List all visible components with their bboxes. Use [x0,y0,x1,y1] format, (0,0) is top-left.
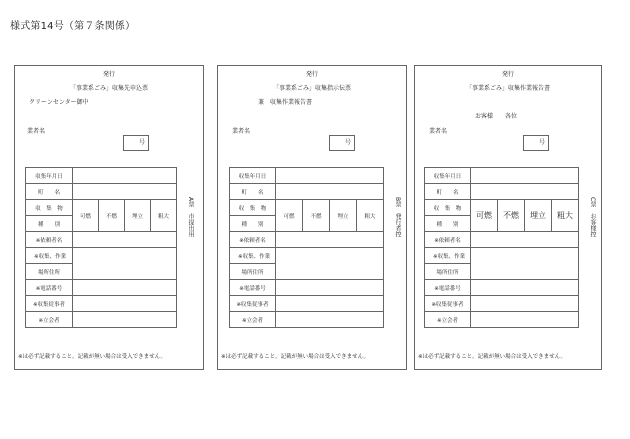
slip-sub-heading: 兼 収集作業報告書 [258,99,313,106]
slip-sub-heading: お客様 各位 [475,113,518,120]
witness-label: ※立会者 [425,312,471,328]
vendor-name-label: 業者名 [429,128,448,135]
number-suffix: 号 [344,139,351,146]
item-type-label: 収 集 物 [425,200,471,216]
collection-form [25,167,177,328]
town-field[interactable] [276,184,384,200]
required-note: ※は必ず記載すること。記載が無い場合は受入できません。 [418,354,566,360]
worker-label: ※収集従事者 [425,296,471,312]
requester-label: ※依頼者名 [230,232,276,248]
required-note: ※は必ず記載すること。記載が無い場合は受入できません。 [18,354,166,360]
category-landfill[interactable]: 埋立 [125,200,151,232]
date-label: 収集年月日 [26,168,73,184]
category-bulky[interactable]: 粗大 [357,200,384,232]
work-place-label: ※収集、作業 [26,248,73,264]
item-type-label: 収 集 物 [230,200,276,216]
side-label: B票 発行者控 [394,197,401,238]
slip-c [414,65,602,370]
category-nonburnable[interactable]: 不燃 [498,200,525,232]
work-place-label: ※収集、作業 [425,248,471,264]
side-label: A票 市提出用 [187,197,194,238]
worker-label: ※収集従事者 [26,296,73,312]
number-box[interactable] [523,135,549,151]
requester-label: ※依頼者名 [425,232,471,248]
category-bulky[interactable]: 粗大 [552,200,579,232]
requester-field[interactable] [471,232,579,248]
slip-b [217,65,407,370]
vendor-name-label: 業者名 [232,128,251,135]
work-place-field[interactable] [73,248,177,280]
slip-heading: 「事業系ごみ」収集作業報告書 [465,85,550,92]
category-bulky[interactable]: 粗大 [151,200,177,232]
slip-heading: 「事業系ごみ」収集指示伝票 [272,85,351,92]
category-burnable[interactable]: 可燃 [471,200,498,232]
work-place-field[interactable] [471,248,579,280]
required-note: ※は必ず記載すること。記載が無い場合は受入できません。 [221,354,369,360]
date-field[interactable] [471,168,579,184]
work-place-field[interactable] [276,248,384,280]
witness-field[interactable] [471,312,579,328]
issue-label: 発行 [102,71,115,78]
date-field[interactable] [276,168,384,184]
issue-label: 発行 [305,71,318,78]
phone-field[interactable] [276,280,384,296]
work-place-label: ※収集、作業 [230,248,276,264]
witness-label: ※立会者 [230,312,276,328]
town-label: 町 名 [230,184,276,200]
town-field[interactable] [471,184,579,200]
phone-field[interactable] [73,280,177,296]
page-title: 様式第14号（第７条関係） [10,21,136,32]
worker-field[interactable] [73,296,177,312]
phone-label: ※電話番号 [425,280,471,296]
category-burnable[interactable]: 可燃 [73,200,99,232]
requester-field[interactable] [73,232,177,248]
number-suffix: 号 [138,139,145,146]
slip-a [14,65,204,370]
town-field[interactable] [73,184,177,200]
recipient-label: クリーンセンター御中 [29,99,89,106]
number-suffix: 号 [538,139,545,146]
requester-label: ※依頼者名 [26,232,73,248]
worker-field[interactable] [471,296,579,312]
address-label: 場所住所 [230,264,276,280]
date-label: 収集年月日 [425,168,471,184]
witness-label: ※立会者 [26,312,73,328]
category-nonburnable[interactable]: 不燃 [303,200,330,232]
slip-heading: 「事業系ごみ」収集先申込票 [69,85,148,92]
date-field[interactable] [73,168,177,184]
phone-field[interactable] [471,280,579,296]
phone-label: ※電話番号 [230,280,276,296]
item-type-label: 収 集 物 [26,200,73,216]
town-label: 町 名 [26,184,73,200]
side-label: C票 お客様控 [589,197,596,238]
witness-field[interactable] [276,312,384,328]
issue-label: 発行 [501,71,514,78]
category-nonburnable[interactable]: 不燃 [99,200,125,232]
category-label: 種 別 [425,216,471,232]
collection-form [424,167,579,328]
address-label: 場所住所 [26,264,73,280]
category-landfill[interactable]: 埋立 [330,200,357,232]
category-label: 種 別 [230,216,276,232]
date-label: 収集年月日 [230,168,276,184]
category-landfill[interactable]: 埋立 [525,200,552,232]
worker-label: ※収集従事者 [230,296,276,312]
address-label: 場所住所 [425,264,471,280]
category-label: 種 別 [26,216,73,232]
vendor-name-label: 業者名 [27,128,46,135]
phone-label: ※電話番号 [26,280,73,296]
worker-field[interactable] [276,296,384,312]
town-label: 町 名 [425,184,471,200]
number-box[interactable] [123,135,149,151]
witness-field[interactable] [73,312,177,328]
category-burnable[interactable]: 可燃 [276,200,303,232]
collection-form [229,167,384,328]
number-box[interactable] [329,135,355,151]
requester-field[interactable] [276,232,384,248]
